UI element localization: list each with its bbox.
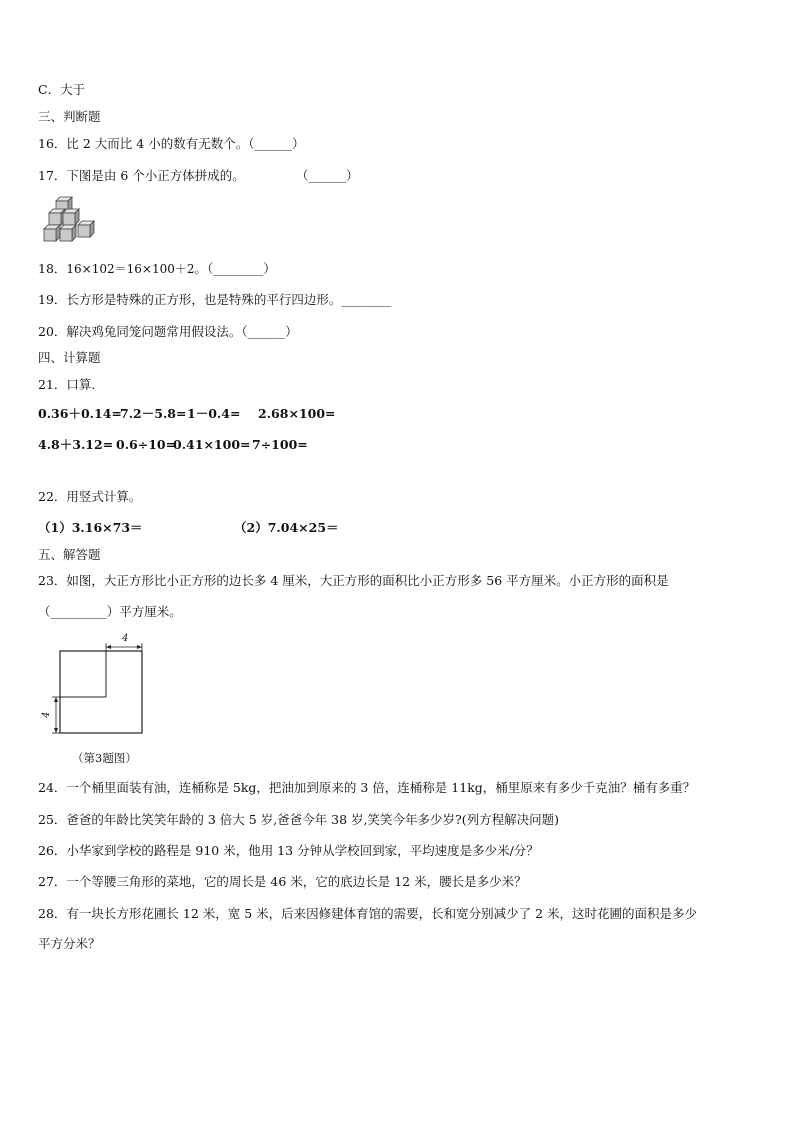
question-20: 20．解决鸡兔同笼问题常用假设法。（______） <box>38 324 298 339</box>
dimension-label-left: 4 <box>41 711 52 718</box>
cube <box>63 209 79 225</box>
question-23-line-1: 23．如图，大正方形比小正方形的边长多 4 厘米，大正方形的面积比小正方形多 56 平方厘米。小正方形的面积是 <box>38 573 669 588</box>
cube <box>49 209 65 225</box>
question-22-part-2: （2）7.04×25＝ <box>234 520 339 535</box>
calc-item: 0.36＋0.14= <box>38 406 122 421</box>
arrow-head <box>106 645 111 649</box>
figure-caption: （第3题图） <box>72 751 137 765</box>
question-22: 22．用竖式计算。 <box>38 489 142 504</box>
calc-item: 0.6÷10= <box>116 437 177 452</box>
question-25: 25．爸爸的年龄比笑笑年龄的 3 倍大 5 岁,爸爸今年 38 岁,笑笑今年多少岁?(列方程解决问题) <box>38 812 559 827</box>
cube <box>60 225 76 241</box>
question-24: 24．一个桶里面装有油，连桶称是 5kg，把油加到原来的 3 倍，连桶称是 11kg，桶里原来有多少千克油？桶有多重？ <box>38 780 696 795</box>
calc-item: 7÷100= <box>252 437 308 452</box>
calc-item: 7.2－5.8= <box>120 406 187 421</box>
arrow-head <box>137 645 142 649</box>
question-28-line-2: 平方分米？ <box>38 936 101 951</box>
calc-item: 4.8＋3.12= <box>38 437 114 452</box>
calc-item: 0.41×100= <box>173 437 251 452</box>
arrow-head <box>54 697 58 702</box>
cube-stack-figure <box>42 196 100 246</box>
section-heading-solutions: 五、解答题 <box>38 547 101 562</box>
question-23-line-2: （_________）平方厘米。 <box>38 604 182 619</box>
question-26: 26．小华家到学校的路程是 910 米，他用 13 分钟从学校回到家，平均速度是多少米/分？ <box>38 843 539 858</box>
question-19: 19．长方形是特殊的正方形，也是特殊的平行四边形。________ <box>38 292 392 307</box>
question-17: 17．下图是由 6 个小正方体拼成的。 <box>38 168 245 183</box>
arrow-head <box>54 728 58 733</box>
cube <box>78 221 94 237</box>
calc-item: 1－0.4= <box>187 406 241 421</box>
big-square <box>60 651 142 733</box>
option-c: C．大于 <box>38 82 86 97</box>
section-heading-calculation: 四、计算题 <box>38 350 101 365</box>
question-27: 27．一个等腰三角形的菜地，它的周长是 46 米，它的底边长是 12 米，腰长是多少米？ <box>38 874 527 889</box>
question-18-answer-blank: 。（________） <box>194 261 276 276</box>
section-heading-judgement: 三、判断题 <box>38 109 101 124</box>
dimension-label-top: 4 <box>122 633 129 644</box>
question-22-part-1: （1）3.16×73＝ <box>38 520 143 535</box>
question-18 <box>38 261 276 277</box>
question-16: 16．比 2 大而比 4 小的数有无数个。（______） <box>38 136 305 151</box>
question-21: 21．口算. <box>38 377 96 392</box>
question-18-expression: 16×102＝16×100＋2 <box>66 262 195 276</box>
question-28-line-1: 28．有一块长方形花圃长 12 米，宽 5 米，后来因修建体育馆的需要，长和宽分别减少了 2 米，这时花圃的面积是多少 <box>38 906 698 921</box>
question-17-answer-blank: （______） <box>296 168 359 183</box>
cube <box>44 225 60 241</box>
square-figure <box>40 630 152 742</box>
question-18-label: 18． <box>38 261 67 276</box>
calc-item: 2.68×100= <box>258 406 336 421</box>
